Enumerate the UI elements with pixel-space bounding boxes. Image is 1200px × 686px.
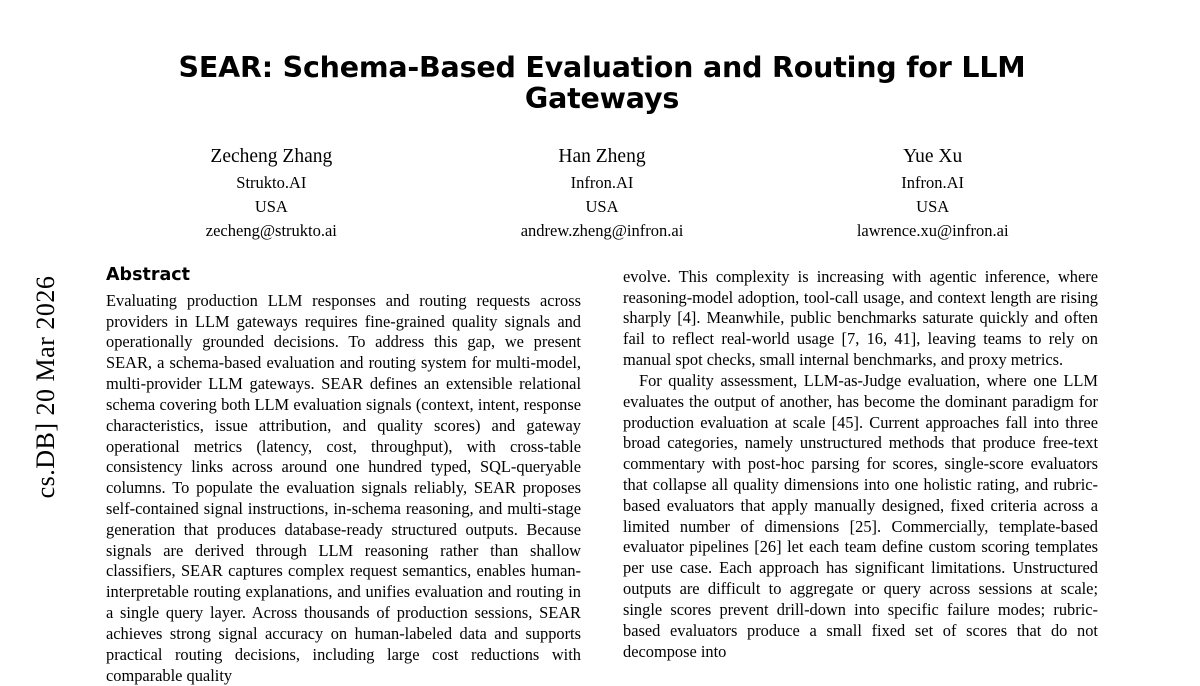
abstract-text: Evaluating production LLM responses and routing requests across providers in LLM gateways requires fine-grained quality signals and operationally grounded decisions. To address this gap, we present SEAR, a schema-based evaluation and routing system for multi-model, multi-provider LLM gateways. SEAR defines an extensible relational schema covering both LLM evaluation signals (context, intent, response characteristics, issue attribution, and quality scores) and gateway operational metrics (latency, cost, throughput), with cross-table consistency links across around one hundred typed, SQL-queryable columns. To populate the evaluation signals reliably, SEAR proposes self-contained signal instructions, in-schema reasoning, and multi-stage generation that produces database-ready structured outputs. Because signals are derived through LLM reasoning rather than shallow classifiers, SEAR captures complex request semantics, enables human-interpretable routing explanations, and unifies evaluation and routing in a single query layer. Across thousands of production sessions, SEAR achieves strong signal accuracy on human-labeled data and supports practical routing decisions, including large cost reductions with comparable quality (106, 290, 581, 685)
author-block (437, 143, 768, 243)
author-affiliation: Strukto.AI (236, 172, 307, 192)
author-block (767, 143, 1098, 243)
author-affiliation: Infron.AI (570, 172, 634, 192)
author-country: USA (916, 196, 950, 216)
author-email[interactable]: lawrence.xu@infron.ai (856, 220, 1009, 240)
author-block (106, 143, 437, 243)
abstract-heading: Abstract (106, 264, 191, 285)
two-column-body (106, 265, 1098, 686)
author-affiliation: Infron.AI (901, 172, 965, 192)
author-name: Yue Xu (903, 145, 963, 167)
intro-paragraph-continued: evolve. This complexity is increasing with agentic inference, where reasoning-model adoption, tool-call usage, and context length are rising sharply [4]. Meanwhile, public benchmarks saturate quickly and often fail to reflect real-world usage [7, 16, 41], leaving teams to rely on manual spot checks, small internal benchmarks, and proxy metrics. (623, 266, 1098, 370)
page-title: SEAR: Schema-Based Evaluation and Routing for LLM Gateways (178, 51, 1026, 116)
author-name: Han Zheng (558, 145, 646, 167)
author-list (106, 143, 1098, 243)
author-name: Zecheng Zhang (210, 145, 333, 167)
column-right (623, 265, 1098, 686)
paper-content (106, 0, 1098, 685)
author-country: USA (585, 196, 619, 216)
arxiv-stamp: cs.DB] 20 Mar 2026 (31, 275, 60, 499)
intro-paragraph-judge: For quality assessment, LLM-as-Judge evaluation, where one LLM evaluates the output of another, has become the dominant paradigm for production evaluation at scale [45]. Current approaches fall into three broad categories, namely unstructured methods that produce free-text commentary with post-hoc parsing for scores, single-score evaluators that collapse all quality dimensions into one holistic rating, and rubric-based evaluators that apply manually designed, fixed criteria across a limited number of dimensions [25]. Commercially, template-based evaluator pipelines [26] let each team define custom scoring templates per use case. Each approach has significant limitations. Unstructured outputs are difficult to aggregate or query across sessions at scale; single scores prevent drill-down into specific failure modes; rubric-based evaluators produce a small fixed set of scores that do not decompose into (623, 370, 1098, 661)
author-email[interactable]: andrew.zheng@infron.ai (520, 220, 684, 240)
author-email[interactable]: zecheng@strukto.ai (205, 220, 337, 240)
author-country: USA (254, 196, 288, 216)
column-left (106, 265, 581, 686)
